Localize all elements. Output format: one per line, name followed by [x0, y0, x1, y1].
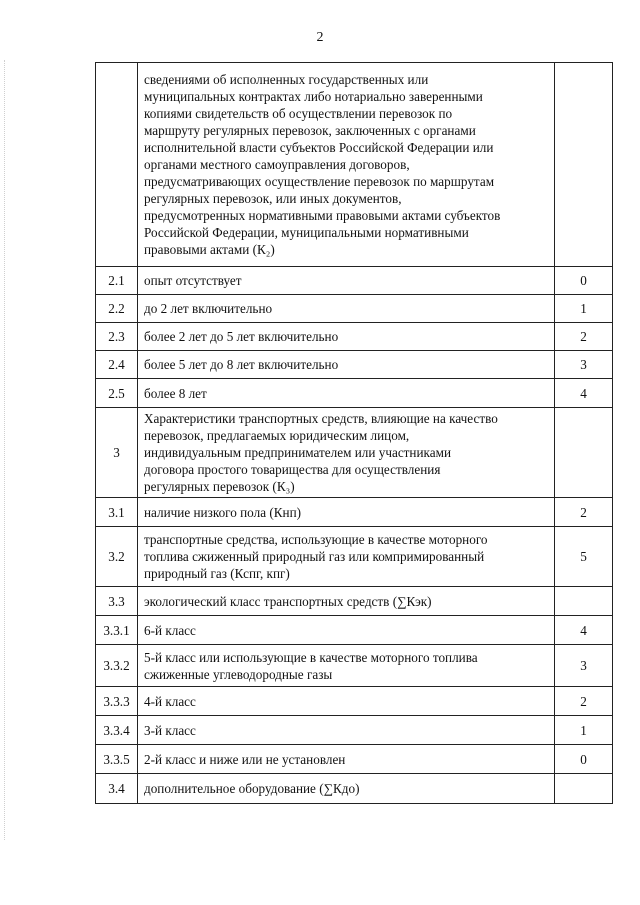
score-value: 5: [555, 527, 613, 587]
criterion-line: предусматривающих осуществление перевозок по маршрутам: [144, 174, 495, 189]
row-number: 3.3.5: [96, 745, 138, 774]
criterion-text: [138, 379, 555, 408]
row-number: 3.3.2: [96, 645, 138, 687]
criterion-line: муниципальных контрактах либо нотариально заверенными: [144, 89, 483, 104]
criterion-text: [138, 295, 555, 323]
row-number: 2.4: [96, 351, 138, 379]
row-number: 2.5: [96, 379, 138, 408]
criterion-line: более 8 лет: [144, 385, 207, 401]
row-number: 3.4: [96, 774, 138, 804]
criterion-line: Характеристики транспортных средств, влияющие на качество: [144, 411, 498, 426]
table-row: [96, 379, 613, 408]
table-row: [96, 587, 613, 616]
criterion-text: [138, 616, 555, 645]
score-value: 4: [555, 379, 613, 408]
criterion-line: Российской Федерации, муниципальными нормативными: [144, 225, 469, 240]
score-value: [555, 587, 613, 616]
criterion-line: маршруту регулярных перевозок, заключенных с органами: [144, 123, 476, 138]
criterion-line: 4-й класс: [144, 693, 196, 709]
criterion-text: [138, 267, 555, 295]
score-value: 3: [555, 351, 613, 379]
criterion-line: 2-й класс и ниже или не установлен: [144, 751, 346, 767]
row-number: 3.2: [96, 527, 138, 587]
criterion-text: [138, 687, 555, 716]
criterion-line: правовыми актами (К₂): [144, 242, 275, 257]
criterion-line: исполнительной власти субъектов Российской Федерации или: [144, 140, 494, 155]
table-row: [96, 616, 613, 645]
criterion-line: регулярных перевозок, или иных документов,: [144, 191, 402, 206]
score-value: 1: [555, 716, 613, 745]
score-value: 2: [555, 323, 613, 351]
criteria-table: [95, 62, 613, 804]
table-row: [96, 408, 613, 498]
score-value: 2: [555, 687, 613, 716]
criterion-line: 3-й класс: [144, 722, 196, 738]
table-row: [96, 527, 613, 587]
criterion-text: [138, 498, 555, 527]
row-number: 3.3: [96, 587, 138, 616]
score-value: 0: [555, 745, 613, 774]
table-row: [96, 351, 613, 379]
criterion-line: сжиженные углеводородные газы: [144, 666, 333, 682]
table-row: [96, 716, 613, 745]
criterion-line: 5-й класс или использующие в качестве моторного топлива: [144, 649, 478, 665]
criterion-text: [138, 323, 555, 351]
page-number: 2: [316, 30, 324, 45]
table-row: [96, 774, 613, 804]
criterion-line: сведениями об исполненных государственных или: [144, 72, 429, 87]
row-number: 3.3.1: [96, 616, 138, 645]
row-number: 3: [96, 408, 138, 498]
criterion-text: [138, 408, 555, 498]
criterion-line: наличие низкого пола (Кнп): [144, 504, 302, 520]
criterion-line: экологический класс транспортных средств (∑Кэк): [144, 593, 432, 609]
criterion-line: индивидуальным предпринимателем или участниками: [144, 445, 452, 460]
criterion-text: [138, 645, 555, 687]
criterion-text: [138, 351, 555, 379]
score-value: 1: [555, 295, 613, 323]
criterion-line: топлива сжиженный природный газ или компримированный: [144, 549, 485, 564]
criterion-text: [138, 63, 555, 267]
score-value: [555, 408, 613, 498]
table-row: [96, 323, 613, 351]
criterion-line: дополнительное оборудование (∑Кдо): [144, 781, 360, 796]
criterion-line: предусмотренных нормативными правовыми актами субъектов: [144, 208, 501, 223]
row-number: 3.3.4: [96, 716, 138, 745]
criterion-line: более 5 лет до 8 лет включительно: [144, 357, 339, 372]
criterion-line: 6-й класс: [144, 622, 196, 638]
criterion-line: договора простого товарищества для осуществления: [144, 462, 441, 477]
score-value: 4: [555, 616, 613, 645]
table-row: [96, 645, 613, 687]
criterion-line: более 2 лет до 5 лет включительно: [144, 329, 339, 344]
table-row: [96, 63, 613, 267]
table-row: [96, 745, 613, 774]
table-row: [96, 498, 613, 527]
table-row: [96, 687, 613, 716]
criterion-line: копиями свидетельств об осуществлении перевозок по: [144, 106, 453, 121]
criterion-line: органами местного самоуправления договоров,: [144, 157, 410, 172]
criterion-line: транспортные средства, использующие в качестве моторного: [144, 532, 488, 547]
criterion-line: перевозок, предлагаемых юридическим лицом,: [144, 428, 410, 443]
score-value: [555, 63, 613, 267]
score-value: [555, 774, 613, 804]
scan-edge-mark: [4, 60, 6, 840]
criterion-line: природный газ (Кспг, кпг): [144, 566, 290, 581]
criterion-line: регулярных перевозок (К₃): [144, 479, 295, 494]
score-value: 2: [555, 498, 613, 527]
row-number: 2.1: [96, 267, 138, 295]
criterion-text: [138, 527, 555, 587]
criterion-text: [138, 774, 555, 804]
criterion-line: до 2 лет включительно: [144, 301, 273, 316]
row-number: 3.3.3: [96, 687, 138, 716]
table-row: [96, 295, 613, 323]
table-row: [96, 267, 613, 295]
row-number: [96, 63, 138, 267]
score-value: 3: [555, 645, 613, 687]
score-value: 0: [555, 267, 613, 295]
criterion-text: [138, 745, 555, 774]
criterion-text: [138, 716, 555, 745]
row-number: 2.3: [96, 323, 138, 351]
row-number: 2.2: [96, 295, 138, 323]
criterion-line: опыт отсутствует: [144, 273, 242, 288]
criterion-text: [138, 587, 555, 616]
row-number: 3.1: [96, 498, 138, 527]
